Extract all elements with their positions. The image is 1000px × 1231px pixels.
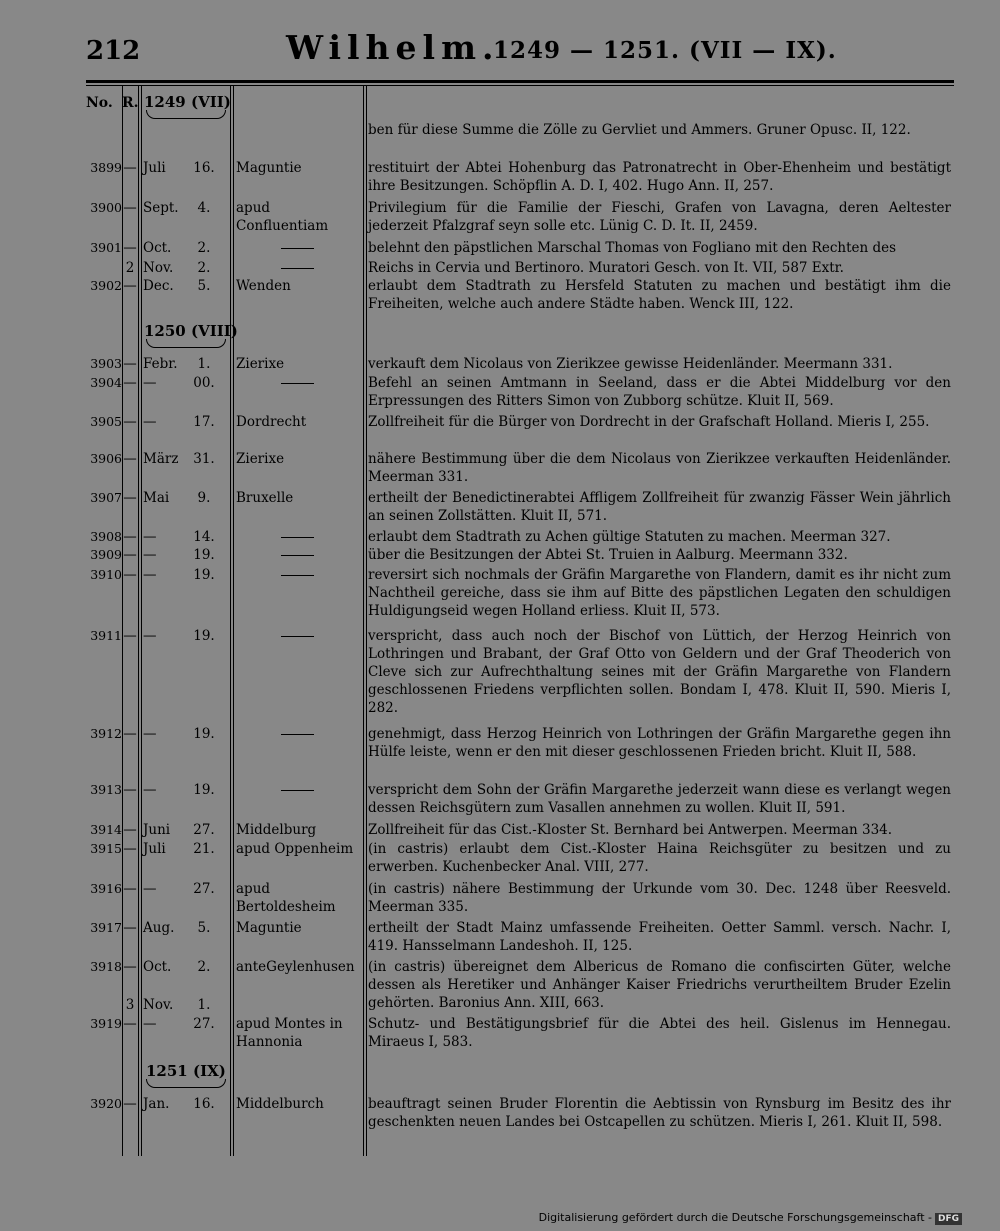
entry-month: — [143, 567, 157, 583]
entry-day: 27. [193, 1016, 215, 1032]
entry-place: apud Oppenheim [236, 841, 354, 857]
place-dash [281, 248, 314, 249]
entry-r: — [123, 547, 137, 563]
entry-month: Nov. [143, 997, 174, 1013]
entry-month: Sept. [143, 200, 179, 216]
entry-r: — [123, 529, 137, 545]
entry-number: 3920 [90, 1096, 122, 1111]
header-rule [86, 80, 954, 83]
entry-r: — [123, 240, 137, 256]
entry-day: 2. [197, 260, 211, 276]
entry-number: 3914 [90, 822, 122, 837]
entry-text: Befehl an seinen Amtmann in Seeland, dass er die Abtei Middelburg vor den Erpressungen des Ritters Simon von Zubborg schütze. Kluit II, 569. [368, 375, 951, 409]
entry-day: 21. [193, 841, 215, 857]
entry-place: Zierixe [236, 356, 285, 372]
entry-number: 3900 [90, 200, 122, 215]
entry-text: restituirt der Abtei Hohenburg das Patronatrecht in Ober-Ehenheim und bestätigt ihre Besitzungen. Schöpflin A. D. I, 402. Hugo Ann. II, 257. [368, 160, 951, 194]
entry-month: — [143, 782, 157, 798]
entry-text: über die Besitzungen der Abtei St. Truien in Aalburg. Meermann 332. [368, 547, 848, 563]
entry-number: 3916 [90, 881, 122, 896]
entry-month: Juli [143, 160, 166, 176]
entry-text: Zollfreiheit für das Cist.-Kloster St. Bernhard bei Antwerpen. Meerman 334. [368, 822, 893, 838]
entry-day: 27. [193, 822, 215, 838]
footer-text: Digitalisierung gefördert durch die Deutsche Forschungsgemeinschaft - [538, 1211, 932, 1224]
entry-r: 3 [125, 997, 135, 1013]
column-divider [233, 86, 234, 1156]
entry-day: 27. [193, 881, 215, 897]
column-divider [366, 86, 367, 1156]
entry-r: — [123, 822, 137, 838]
entry-day: 5. [197, 920, 211, 936]
entry-text: ertheilt der Benedictinerabtei Affligem Zollfreiheit für zwanzig Fässer Wein jährlich an seinen Zollstätten. Kluit II, 571. [368, 490, 951, 524]
column-divider [141, 86, 142, 1156]
entry-place: Maguntie [236, 160, 302, 176]
column-divider [138, 86, 139, 1156]
entry-month: Oct. [143, 240, 172, 256]
entry-day: 1. [197, 356, 211, 372]
entry-month: März [143, 451, 179, 467]
place-dash [281, 268, 314, 269]
entry-text: genehmigt, dass Herzog Heinrich von Lothringen der Gräfin Margarethe gegen ihn Hülfe leiste, wenn er den mit dieser geschlossenen Frieden bricht. Kluit II, 588. [368, 726, 951, 760]
entry-number: 3902 [90, 278, 122, 293]
entry-r: — [123, 278, 137, 294]
year-heading: 1250 (VIII) [144, 322, 238, 340]
entry-number: 3903 [90, 356, 122, 371]
entry-place: apud Montes in Hannonia [236, 1016, 343, 1050]
entry-text: Zollfreiheit für die Bürger von Dordrecht in der Grafschaft Holland. Mieris I, 255. [368, 414, 930, 430]
entry-month: — [143, 628, 157, 644]
year-heading: 1249 (VII) [144, 93, 231, 111]
year-heading: 1251 (IX) [146, 1062, 226, 1080]
entry-place: apud Confluentiam [236, 200, 329, 234]
entry-number: 3908 [90, 529, 122, 544]
entry-text: verkauft dem Nicolaus von Zierikzee gewisse Heidenländer. Meermann 331. [368, 356, 893, 372]
entry-month: — [143, 726, 157, 742]
entry-day: 19. [193, 547, 215, 563]
entry-r: — [123, 490, 137, 506]
entry-place: Middelburg [236, 822, 317, 838]
place-dash [281, 537, 314, 538]
entry-r: — [123, 1016, 137, 1032]
year-brace [146, 110, 226, 119]
running-head-title: Wilhelm. [286, 28, 500, 67]
entry-r: — [123, 414, 137, 430]
entry-month: — [143, 375, 157, 391]
entry-text: erlaubt dem Stadtrath zu Hersfeld Statuten zu machen und bestätigt ihm die Freiheiten, welche auch andere Städte haben. Wenck III, 122. [368, 278, 951, 312]
entry-day: 19. [193, 628, 215, 644]
entry-day: 2. [197, 240, 211, 256]
entry-month: Juni [143, 822, 171, 838]
continuation-text: ben für diese Summe die Zölle zu Gervliet und Ammers. Gruner Opusc. II, 122. [368, 122, 911, 138]
entry-month: — [143, 547, 157, 563]
entry-day: 17. [193, 414, 215, 430]
entry-text: Reichs in Cervia und Bertinoro. Muratori Gesch. von It. VII, 587 Extr. [368, 260, 844, 276]
entry-text: (in castris) übereignet dem Albericus de Romano die confiscirten Güter, welche dessen als Heretiker und Anhänger Kaiser Friedrichs verurtheiltem Bruder Ezelin gehörten. Baronius Ann. XIII, 663. [368, 959, 951, 1011]
entry-place: Maguntie [236, 920, 302, 936]
entry-day: 1. [197, 997, 211, 1013]
place-dash [281, 636, 314, 637]
entry-r: — [123, 567, 137, 583]
entry-day: 19. [193, 782, 215, 798]
entry-place: apud Bertoldesheim [236, 881, 336, 915]
entry-text: (in castris) nähere Bestimmung der Urkunde vom 30. Dec. 1248 über Reesveld. Meerman 335. [368, 881, 951, 915]
entry-number: 3904 [90, 375, 122, 390]
entry-month: Nov. [143, 260, 174, 276]
entry-text: verspricht dem Sohn der Gräfin Margarethe jederzeit wann diese es verlangt wegen dessen Reichsgütern zum Vasallen annehmen zu wollen. Kluit II, 591. [368, 782, 951, 816]
entry-day: 2. [197, 959, 211, 975]
place-dash [281, 555, 314, 556]
footer-credit [539, 1211, 962, 1225]
column-divider [230, 86, 231, 1156]
entry-month: Dec. [143, 278, 174, 294]
entry-day: 16. [193, 1096, 215, 1112]
entry-text: ertheilt der Stadt Mainz umfassende Freiheiten. Oetter Samml. versch. Nachr. I, 419. Hansselmann Landeshoh. II, 125. [368, 920, 951, 954]
entry-number: 3913 [90, 782, 122, 797]
entry-place: Bruxelle [236, 490, 294, 506]
place-dash [281, 734, 314, 735]
entry-number: 3912 [90, 726, 122, 741]
year-brace [146, 1079, 226, 1088]
entry-place: Wenden [236, 278, 291, 294]
entry-r: — [123, 451, 137, 467]
entry-number: 3899 [90, 160, 122, 175]
entry-number: 3917 [90, 920, 122, 935]
entry-month: — [143, 414, 157, 430]
entry-r: — [123, 881, 137, 897]
entry-text: nähere Bestimmung über die dem Nicolaus von Zierikzee verkauften Heidenländer. Meerman 331. [368, 451, 951, 485]
entry-r: — [123, 375, 137, 391]
entry-r: — [123, 920, 137, 936]
entry-text: reversirt sich nochmals der Gräfin Margarethe von Flandern, damit es ihr nicht zum Nachtheil gereiche, dass sie ihm auf Bitte des päpstlichen Legaten den schuldigen Huldigungseid wegen Holland erliess. Kluit II, 573. [368, 567, 951, 619]
column-header-r: R. [122, 95, 139, 111]
entry-r: — [123, 628, 137, 644]
entry-r: — [123, 356, 137, 372]
entry-number: 3911 [90, 628, 122, 643]
entry-r: — [123, 1096, 137, 1112]
entry-month: Juli [143, 841, 166, 857]
entry-text: verspricht, dass auch noch der Bischof von Lüttich, der Herzog Heinrich von Lothringen und Brabant, der Graf Otto von Geldern und der Graf Theoderich von Cleve sich zur Aufrechthaltung seines mit der Gräfin Margarethe von Flandern geschlossenen Friedens verpflichten sollen. Bondam I, 478. Kluit II, 590. Mieris I, 282. [368, 628, 951, 716]
entry-r: — [123, 160, 137, 176]
entry-month: Jan. [143, 1096, 170, 1112]
place-dash [281, 790, 314, 791]
dfg-logo: DFG [935, 1213, 962, 1225]
entry-number: 3907 [90, 490, 122, 505]
place-dash [281, 575, 314, 576]
entry-day: 16. [193, 160, 215, 176]
entry-place: Middelburch [236, 1096, 324, 1112]
page-number: 212 [86, 36, 141, 66]
entry-number: 3906 [90, 451, 122, 466]
entry-day: 00. [193, 375, 215, 391]
entry-text: erlaubt dem Stadtrath zu Achen gültige Statuten zu machen. Meerman 327. [368, 529, 891, 545]
entry-place: anteGeylenhusen [236, 959, 355, 975]
entry-month: Aug. [143, 920, 175, 936]
entry-number: 3909 [90, 547, 122, 562]
entry-place: Dordrecht [236, 414, 307, 430]
entry-day: 19. [193, 567, 215, 583]
entry-place: Zierixe [236, 451, 285, 467]
entry-month: — [143, 529, 157, 545]
entry-r: — [123, 782, 137, 798]
entry-r: — [123, 841, 137, 857]
entry-day: 4. [197, 200, 211, 216]
entry-number: 3918 [90, 959, 122, 974]
entry-text: Privilegium für die Familie der Fieschi, Grafen von Lavagna, deren Aeltester jederzeit Pfalzgraf seyn solle etc. Lünig C. D. It. II, 2459. [368, 200, 951, 234]
column-divider [363, 86, 364, 1156]
year-brace [146, 339, 226, 348]
entry-month: Mai [143, 490, 170, 506]
entry-day: 19. [193, 726, 215, 742]
entry-day: 9. [197, 490, 211, 506]
entry-month: Oct. [143, 959, 172, 975]
header-rule-thin [86, 85, 954, 86]
entry-text: beauftragt seinen Bruder Florentin die Aebtissin von Rynsburg im Besitz des ihr geschenkten neuen Landes bei Ostcapellen zu schützen. Mieris I, 261. Kluit II, 598. [368, 1096, 951, 1130]
entry-day: 14. [193, 529, 215, 545]
entry-month: — [143, 1016, 157, 1032]
entry-number: 3901 [90, 240, 122, 255]
entry-number: 3915 [90, 841, 122, 856]
entry-r: — [123, 959, 137, 975]
place-dash [281, 383, 314, 384]
column-header-no: No. [86, 95, 113, 111]
entry-month: — [143, 881, 157, 897]
entry-number: 3919 [90, 1016, 122, 1031]
entry-text: belehnt den päpstlichen Marschal Thomas von Fogliano mit den Rechten des [368, 240, 897, 256]
entry-number: 3905 [90, 414, 122, 429]
entry-text: (in castris) erlaubt dem Cist.-Kloster Haina Reichsgüter zu besitzen und zu erwerben. Kuchenbecker Anal. VIII, 277. [368, 841, 951, 875]
entry-r: — [123, 200, 137, 216]
entry-r: 2 [125, 260, 135, 276]
entry-day: 31. [193, 451, 215, 467]
entry-text: Schutz- und Bestätigungsbrief für die Abtei des heil. Gislenus im Hennegau. Miraeus I, 583. [368, 1016, 951, 1050]
entry-number: 3910 [90, 567, 122, 582]
entry-month: Febr. [143, 356, 178, 372]
entry-day: 5. [197, 278, 211, 294]
entry-r: — [123, 726, 137, 742]
running-head-range: 1249 — 1251. (VII — IX). [493, 37, 837, 64]
